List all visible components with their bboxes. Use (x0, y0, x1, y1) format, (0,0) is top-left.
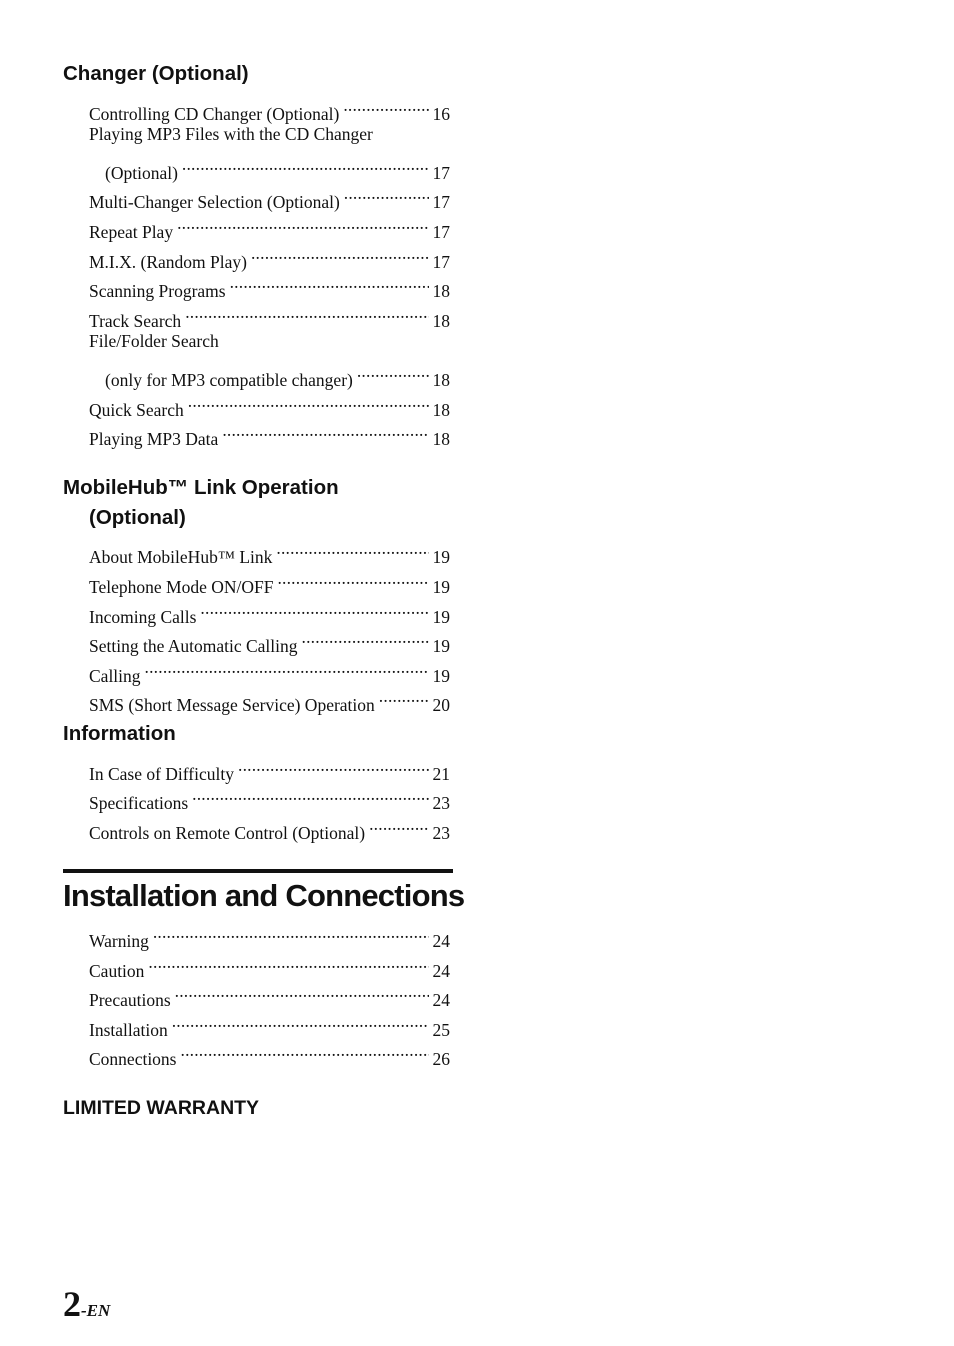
toc-page-number: 19 (432, 547, 450, 567)
toc-entry-title: Playing MP3 Data (89, 429, 219, 449)
toc-page-number: 24 (432, 990, 450, 1010)
dot-leader (192, 779, 428, 809)
toc-page-number: 19 (432, 577, 450, 597)
toc-entry-title: (only for MP3 compatible changer) (105, 370, 353, 390)
toc-entry (105, 149, 450, 183)
toc-entry-title: Installation (89, 1020, 168, 1040)
toc-entry-title: Precautions (89, 990, 171, 1010)
dot-leader (200, 593, 428, 623)
dot-leader (379, 681, 429, 711)
toc-entry (89, 533, 450, 567)
toc-entry (89, 593, 450, 627)
toc-entry (89, 779, 450, 813)
toc-entry (89, 750, 450, 784)
toc-entry (89, 681, 450, 715)
toc-page-number: 20 (432, 695, 450, 715)
toc-entry-title: Quick Search (89, 400, 184, 420)
toc-page-number: 24 (432, 931, 450, 951)
dot-leader (276, 533, 428, 563)
toc-entry-title: Scanning Programs (89, 281, 226, 301)
toc-entry (89, 976, 450, 1010)
toc-entry-title: Connections (89, 1049, 177, 1069)
toc-page-number: 25 (432, 1020, 450, 1040)
toc-entry (89, 208, 450, 242)
toc-entry (89, 917, 450, 951)
toc-entry (89, 652, 450, 686)
toc-entry-title: (Optional) (105, 163, 178, 183)
toc-entry-title: Caution (89, 961, 145, 981)
chapter-heading-installation: Installation and Connections (63, 878, 465, 913)
toc-entry (89, 386, 450, 420)
toc-entry-title: SMS (Short Message Service) Operation (89, 695, 375, 715)
toc-page-number: 19 (432, 666, 450, 686)
section-heading-warranty: LIMITED WARRANTY (63, 1097, 260, 1119)
toc-entry-title: In Case of Difficulty (89, 764, 234, 784)
toc-page-number: 23 (432, 823, 450, 843)
toc-page-number: 17 (432, 252, 450, 272)
toc-page-number: 19 (432, 636, 450, 656)
dot-leader (277, 563, 428, 593)
dot-leader (251, 238, 429, 268)
toc-page-number: 17 (432, 163, 450, 183)
dot-leader (182, 149, 429, 179)
dot-leader (222, 415, 428, 445)
toc-entry (89, 90, 450, 124)
toc-entry (89, 238, 450, 272)
toc-entry-title: Specifications (89, 793, 189, 813)
page-number: 2 (63, 1284, 81, 1324)
toc-page-number: 23 (432, 793, 450, 813)
toc-page-number: 18 (432, 429, 450, 449)
toc-page-number: 17 (432, 192, 450, 212)
toc-entry-title: Warning (89, 931, 149, 951)
dot-leader (357, 356, 429, 386)
dot-leader (369, 809, 428, 839)
dot-leader (148, 947, 428, 977)
toc-page-number: 26 (432, 1049, 450, 1069)
toc-entry-title: Setting the Automatic Calling (89, 636, 298, 656)
toc-entry (89, 119, 450, 149)
toc-entry (89, 809, 450, 843)
toc-entry (89, 622, 450, 656)
toc-entry (89, 1035, 450, 1069)
toc-page-number: 18 (432, 311, 450, 331)
toc-entry (89, 267, 450, 301)
toc-entry-title: Repeat Play (89, 222, 174, 242)
section-heading-mobilehub: MobileHub™ Link Operation (63, 476, 339, 499)
toc-entry (89, 947, 450, 981)
toc-entry-title: Calling (89, 666, 141, 686)
toc-page-number: 24 (432, 961, 450, 981)
toc-entry (89, 297, 450, 331)
toc-page-number: 18 (432, 400, 450, 420)
dot-leader (344, 178, 429, 208)
dot-leader (145, 652, 429, 682)
toc-entry (89, 1006, 450, 1040)
dot-leader (230, 267, 429, 297)
toc-page-number: 17 (432, 222, 450, 242)
page-folio (63, 1280, 110, 1328)
toc-page-number: 19 (432, 607, 450, 627)
dot-leader (175, 976, 429, 1006)
dot-leader (238, 750, 429, 780)
toc-entry (89, 326, 450, 356)
page-language-suffix: -EN (81, 1301, 111, 1320)
toc-entry-title: Track Search (89, 311, 182, 331)
section-divider-rule (63, 869, 453, 873)
dot-leader (177, 208, 428, 238)
toc-entry-title: M.I.X. (Random Play) (89, 252, 247, 272)
toc-entry-title: File/Folder Search (89, 331, 219, 351)
toc-entry (89, 178, 450, 212)
toc-entry-title: About MobileHub™ Link (89, 547, 273, 567)
dot-leader (185, 297, 428, 327)
toc-entry-title: Playing MP3 Files with the CD Changer (89, 124, 373, 144)
dot-leader (188, 386, 429, 416)
toc-entry-title: Multi-Changer Selection (Optional) (89, 192, 340, 212)
section-heading-changer: Changer (Optional) (63, 62, 249, 85)
dot-leader (181, 1035, 429, 1065)
toc-entry-title: Incoming Calls (89, 607, 197, 627)
toc-page-number: 21 (432, 764, 450, 784)
toc-entry (89, 415, 450, 449)
toc-page-number: 18 (432, 370, 450, 390)
dot-leader (302, 622, 429, 652)
section-heading-information: Information (63, 722, 176, 745)
toc-entry (89, 563, 450, 597)
dot-leader (153, 917, 429, 947)
toc-page-number: 18 (432, 281, 450, 301)
toc-entry-title: Telephone Mode ON/OFF (89, 577, 274, 597)
section-heading-mobilehub-line2: (Optional) (89, 506, 186, 529)
dot-leader (172, 1006, 429, 1036)
toc-entry (105, 356, 450, 390)
toc-page-number: 16 (432, 104, 450, 124)
dot-leader (343, 90, 428, 120)
toc-entry-title: Controls on Remote Control (Optional) (89, 823, 366, 843)
toc-entry-title: Controlling CD Changer (Optional) (89, 104, 340, 124)
